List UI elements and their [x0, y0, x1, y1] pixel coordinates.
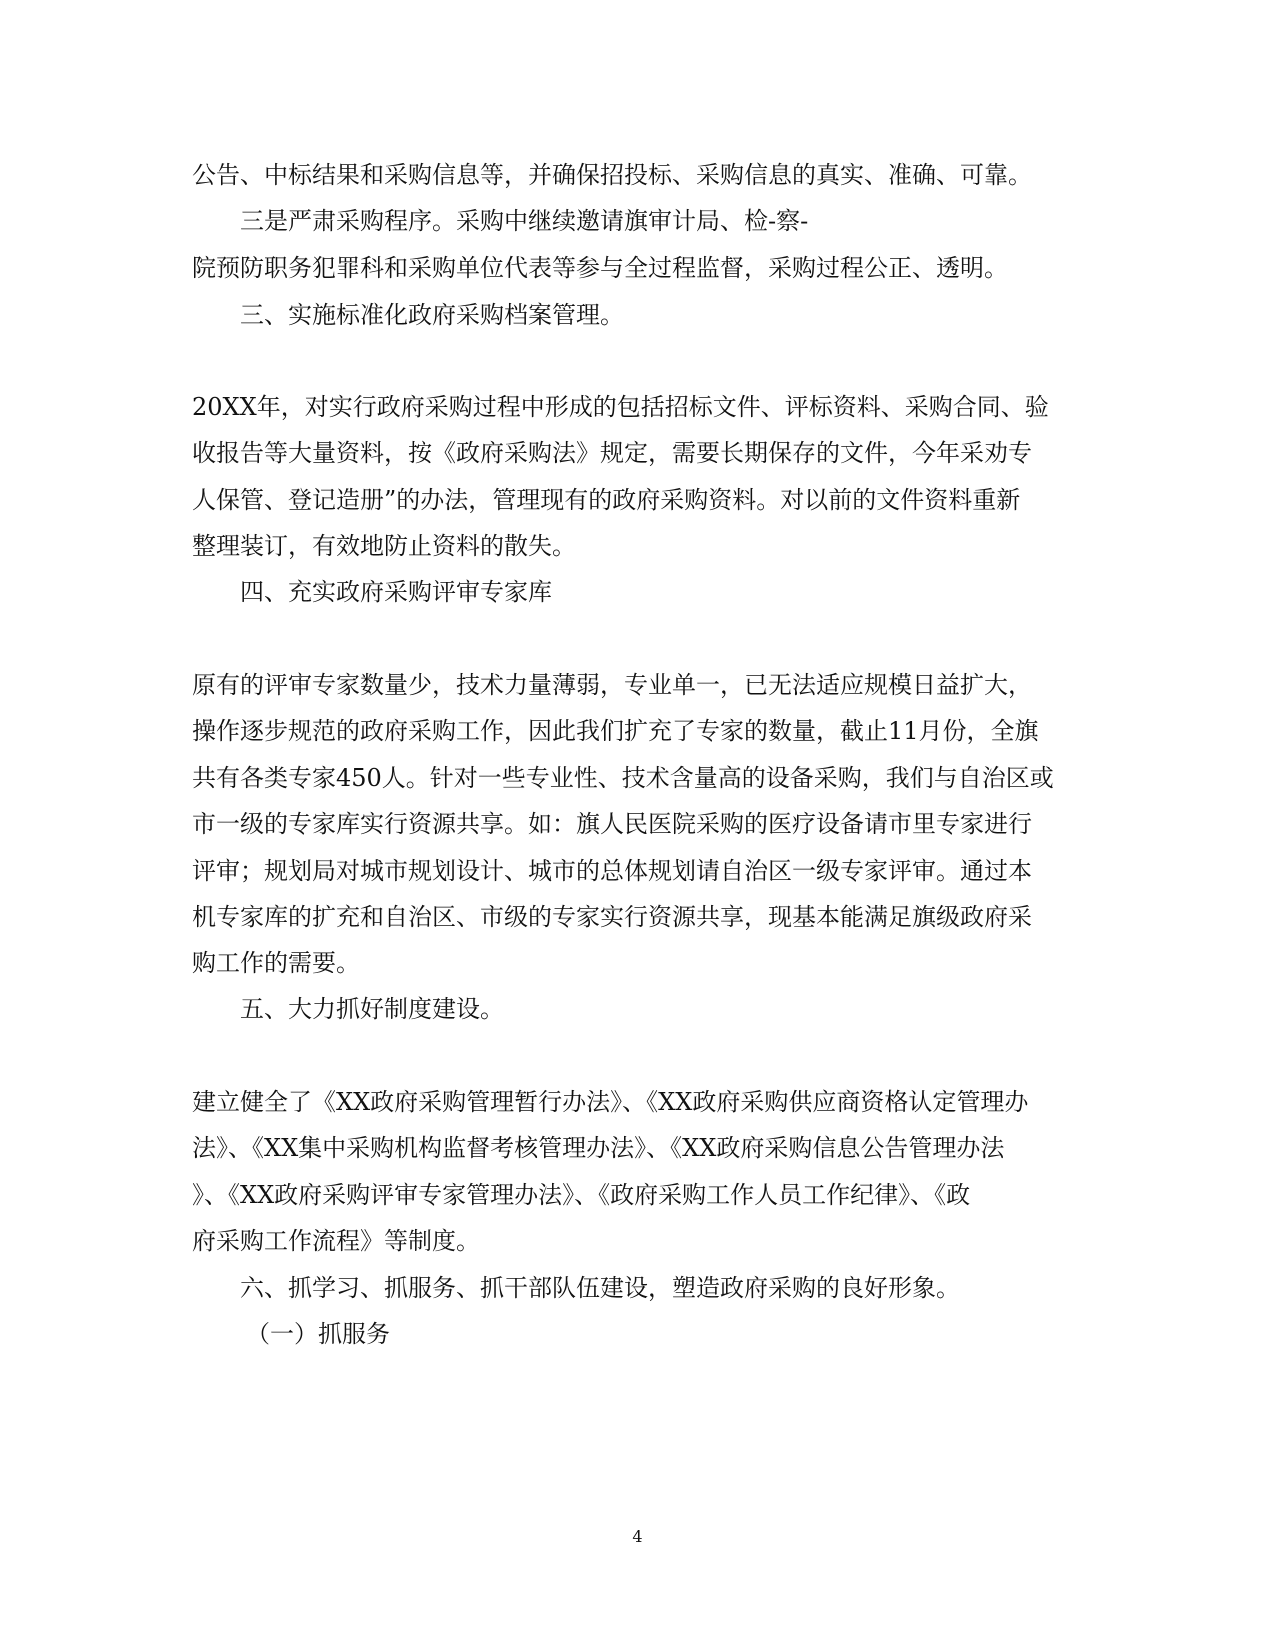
text-line: 评审；规划局对城市规划设计、城市的总体规划请自治区一级专家评审。通过本	[192, 857, 1032, 885]
section-heading: 四、充实政府采购评审专家库	[240, 578, 552, 606]
page-number: 4	[632, 1527, 643, 1546]
text-line: 20XX年，对实行政府采购过程中形成的包括招标文件、评标资料、采购合同、验	[192, 393, 1049, 421]
text-line: 人保管、登记造册”的办法，管理现有的政府采购资料。对以前的文件资料重新	[192, 486, 1021, 514]
text-line: 府采购工作流程》等制度。	[192, 1227, 480, 1255]
text-line: 法》、《XX集中采购机构监督考核管理办法》、《XX政府采购信息公告管理办法	[192, 1134, 1005, 1162]
text-line: 收报告等大量资料，按《政府采购法》规定，需要长期保存的文件，今年采劝专	[192, 439, 1032, 467]
text-line: 机专家库的扩充和自治区、市级的专家实行资源共享，现基本能满足旗级政府采	[192, 903, 1032, 931]
text-line: 整理装订，有效地防止资料的散失。	[192, 532, 576, 560]
text-line: 三是严肃采购程序。采购中继续邀请旗审计局、检-察-	[240, 207, 809, 235]
text-line: 市一级的专家库实行资源共享。如：旗人民医院采购的医疗设备请市里专家进行	[192, 810, 1032, 838]
section-heading: 六、抓学习、抓服务、抓干部队伍建设，塑造政府采购的良好形象。	[240, 1274, 960, 1302]
text-line: 建立健全了《XX政府采购管理暂行办法》、《XX政府采购供应商资格认定管理办	[192, 1088, 1029, 1116]
text-line: 操作逐步规范的政府采购工作，因此我们扩充了专家的数量，截止11月份，全旗	[192, 717, 1039, 745]
text-line: 共有各类专家450人。针对一些专业性、技术含量高的设备采购，我们与自治区或	[192, 764, 1054, 792]
text-line: 购工作的需要。	[192, 949, 360, 977]
text-line: 》、《XX政府采购评审专家管理办法》、《政府采购工作人员工作纪律》、《政	[192, 1181, 971, 1209]
section-heading: 三、实施标准化政府采购档案管理。	[240, 301, 624, 329]
text-line: 原有的评审专家数量少，技术力量薄弱，专业单一，已无法适应规模日益扩大，	[192, 671, 1032, 699]
subsection-heading: （一）抓服务	[246, 1320, 390, 1348]
section-heading: 五、大力抓好制度建设。	[240, 995, 504, 1023]
text-line: 院预防职务犯罪科和采购单位代表等参与全过程监督，采购过程公正、透明。	[192, 254, 1008, 282]
text-line: 公告、中标结果和采购信息等，并确保招投标、采购信息的真实、准确、可靠。	[192, 161, 1032, 189]
